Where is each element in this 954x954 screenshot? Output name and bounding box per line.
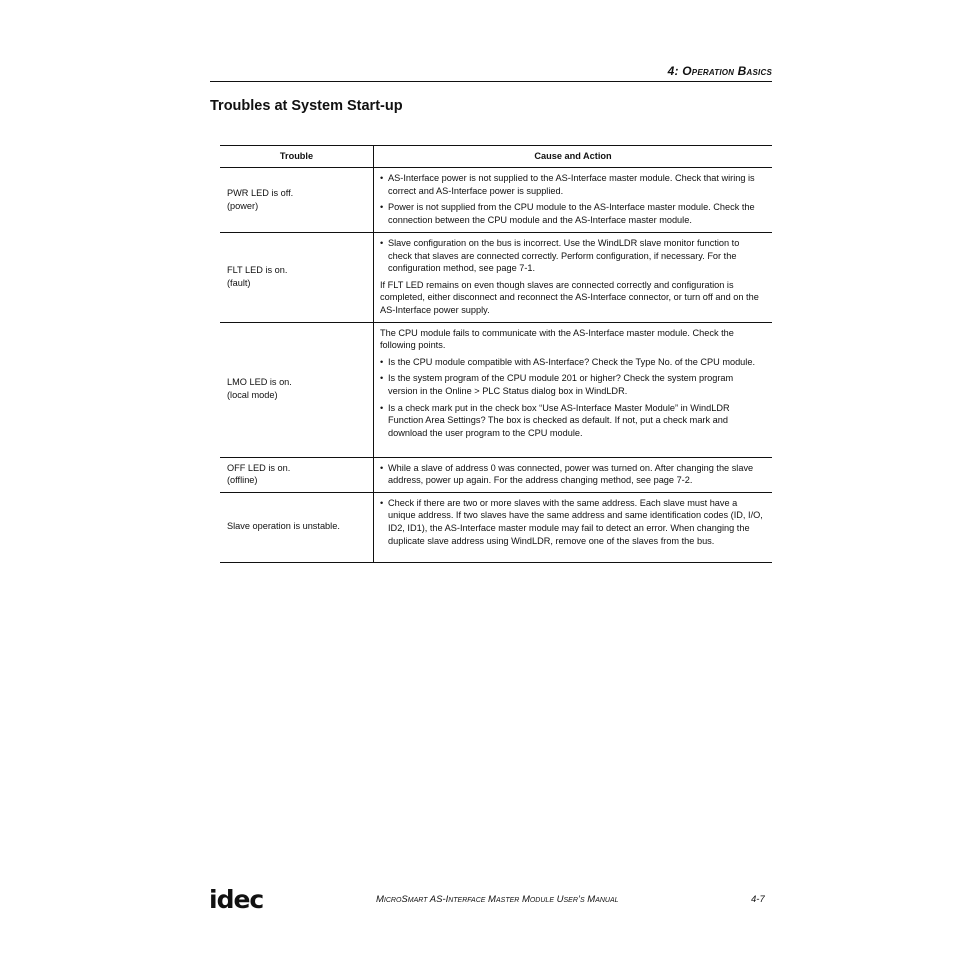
trouble-label: FLT LED is on. [227,265,288,276]
table-row [220,233,772,323]
table-header-row [220,146,772,168]
action-bullet: • While a slave of address 0 was connected, power was turned on. After changing the slave address, power up again. For the address changing method, see page 7-2. [380,462,764,487]
action-bullet: • Check if there are two or more slaves with the same address. Each slave must have a unique address. If two slaves have the same address and same identification codes (ID, I/O, ID2, ID1), the AS-Interface master module may fail to detect an error. When changing the duplicate slave address using WindLDR, remove one of the slaves from the bus. [380,497,764,547]
trouble-cell [220,233,374,323]
table-row [220,457,772,492]
action-cell [374,492,773,562]
action-cell [374,168,773,233]
trouble-cell [220,322,374,457]
page-number: 4-7 [751,894,765,905]
trouble-cell [220,168,374,233]
idec-logo: idec [209,885,264,914]
column-header-trouble: Trouble [220,146,374,168]
table-row [220,322,772,457]
section-title: Troubles at System Start-up [210,98,403,114]
action-cell [374,457,773,492]
action-bullet: • Slave configuration on the bus is incorrect. Use the WindLDR slave monitor function to check that slaves are connected correctly. Perform configuration, if necessary. For the configuration method, see page 7-1. [380,237,764,275]
footer-manual-title: MicroSmart AS-Interface Master Module User’s Manual [376,894,619,905]
action-bullet: • Is a check mark put in the check box “Use AS-Interface Master Module” in WindLDR Function Area Settings? The box is checked as default. If not, put a check mark and download the user program to the CPU module. [380,402,764,440]
action-cell [374,233,773,323]
chapter-header: 4: Operation Basics [667,64,772,78]
trouble-label: PWR LED is off. [227,187,294,198]
table-row [220,168,772,233]
trouble-sublabel: (offline) [227,475,258,486]
action-bullet: • Is the CPU module compatible with AS-Interface? Check the Type No. of the CPU module. [380,356,764,369]
trouble-cell [220,457,374,492]
trouble-cell [220,492,374,562]
trouble-label: OFF LED is on. [227,462,291,473]
trouble-sublabel: (fault) [227,277,251,288]
action-intro: The CPU module fails to communicate with the AS-Interface master module. Check the following points. [380,327,734,351]
header-divider [210,81,772,82]
action-bullet: • AS-Interface power is not supplied to the AS-Interface master module. Check that wiring is correct and AS-Interface power is supplied. [380,172,764,197]
column-header-cause-action: Cause and Action [374,146,773,168]
action-bullet: • Is the system program of the CPU module 201 or higher? Check the system program version in the Online > PLC Status dialog box in WindLDR. [380,372,764,397]
action-cell [374,322,773,457]
trouble-sublabel: (power) [227,200,259,211]
troubleshooting-table [220,145,772,563]
trouble-label: LMO LED is on. [227,377,292,388]
trouble-label: Slave operation is unstable. [227,521,340,532]
table-row [220,492,772,562]
action-bullet: • Power is not supplied from the CPU module to the AS-Interface master module. Check the connection between the CPU module and the AS-Interface master module. [380,201,764,226]
trouble-sublabel: (local mode) [227,390,278,401]
action-note: If FLT LED remains on even though slaves are connected correctly and configuration is completed, either disconnect and reconnect the AS-Interface connector, or turn off and on the AS-Interface power supply. [380,279,759,315]
